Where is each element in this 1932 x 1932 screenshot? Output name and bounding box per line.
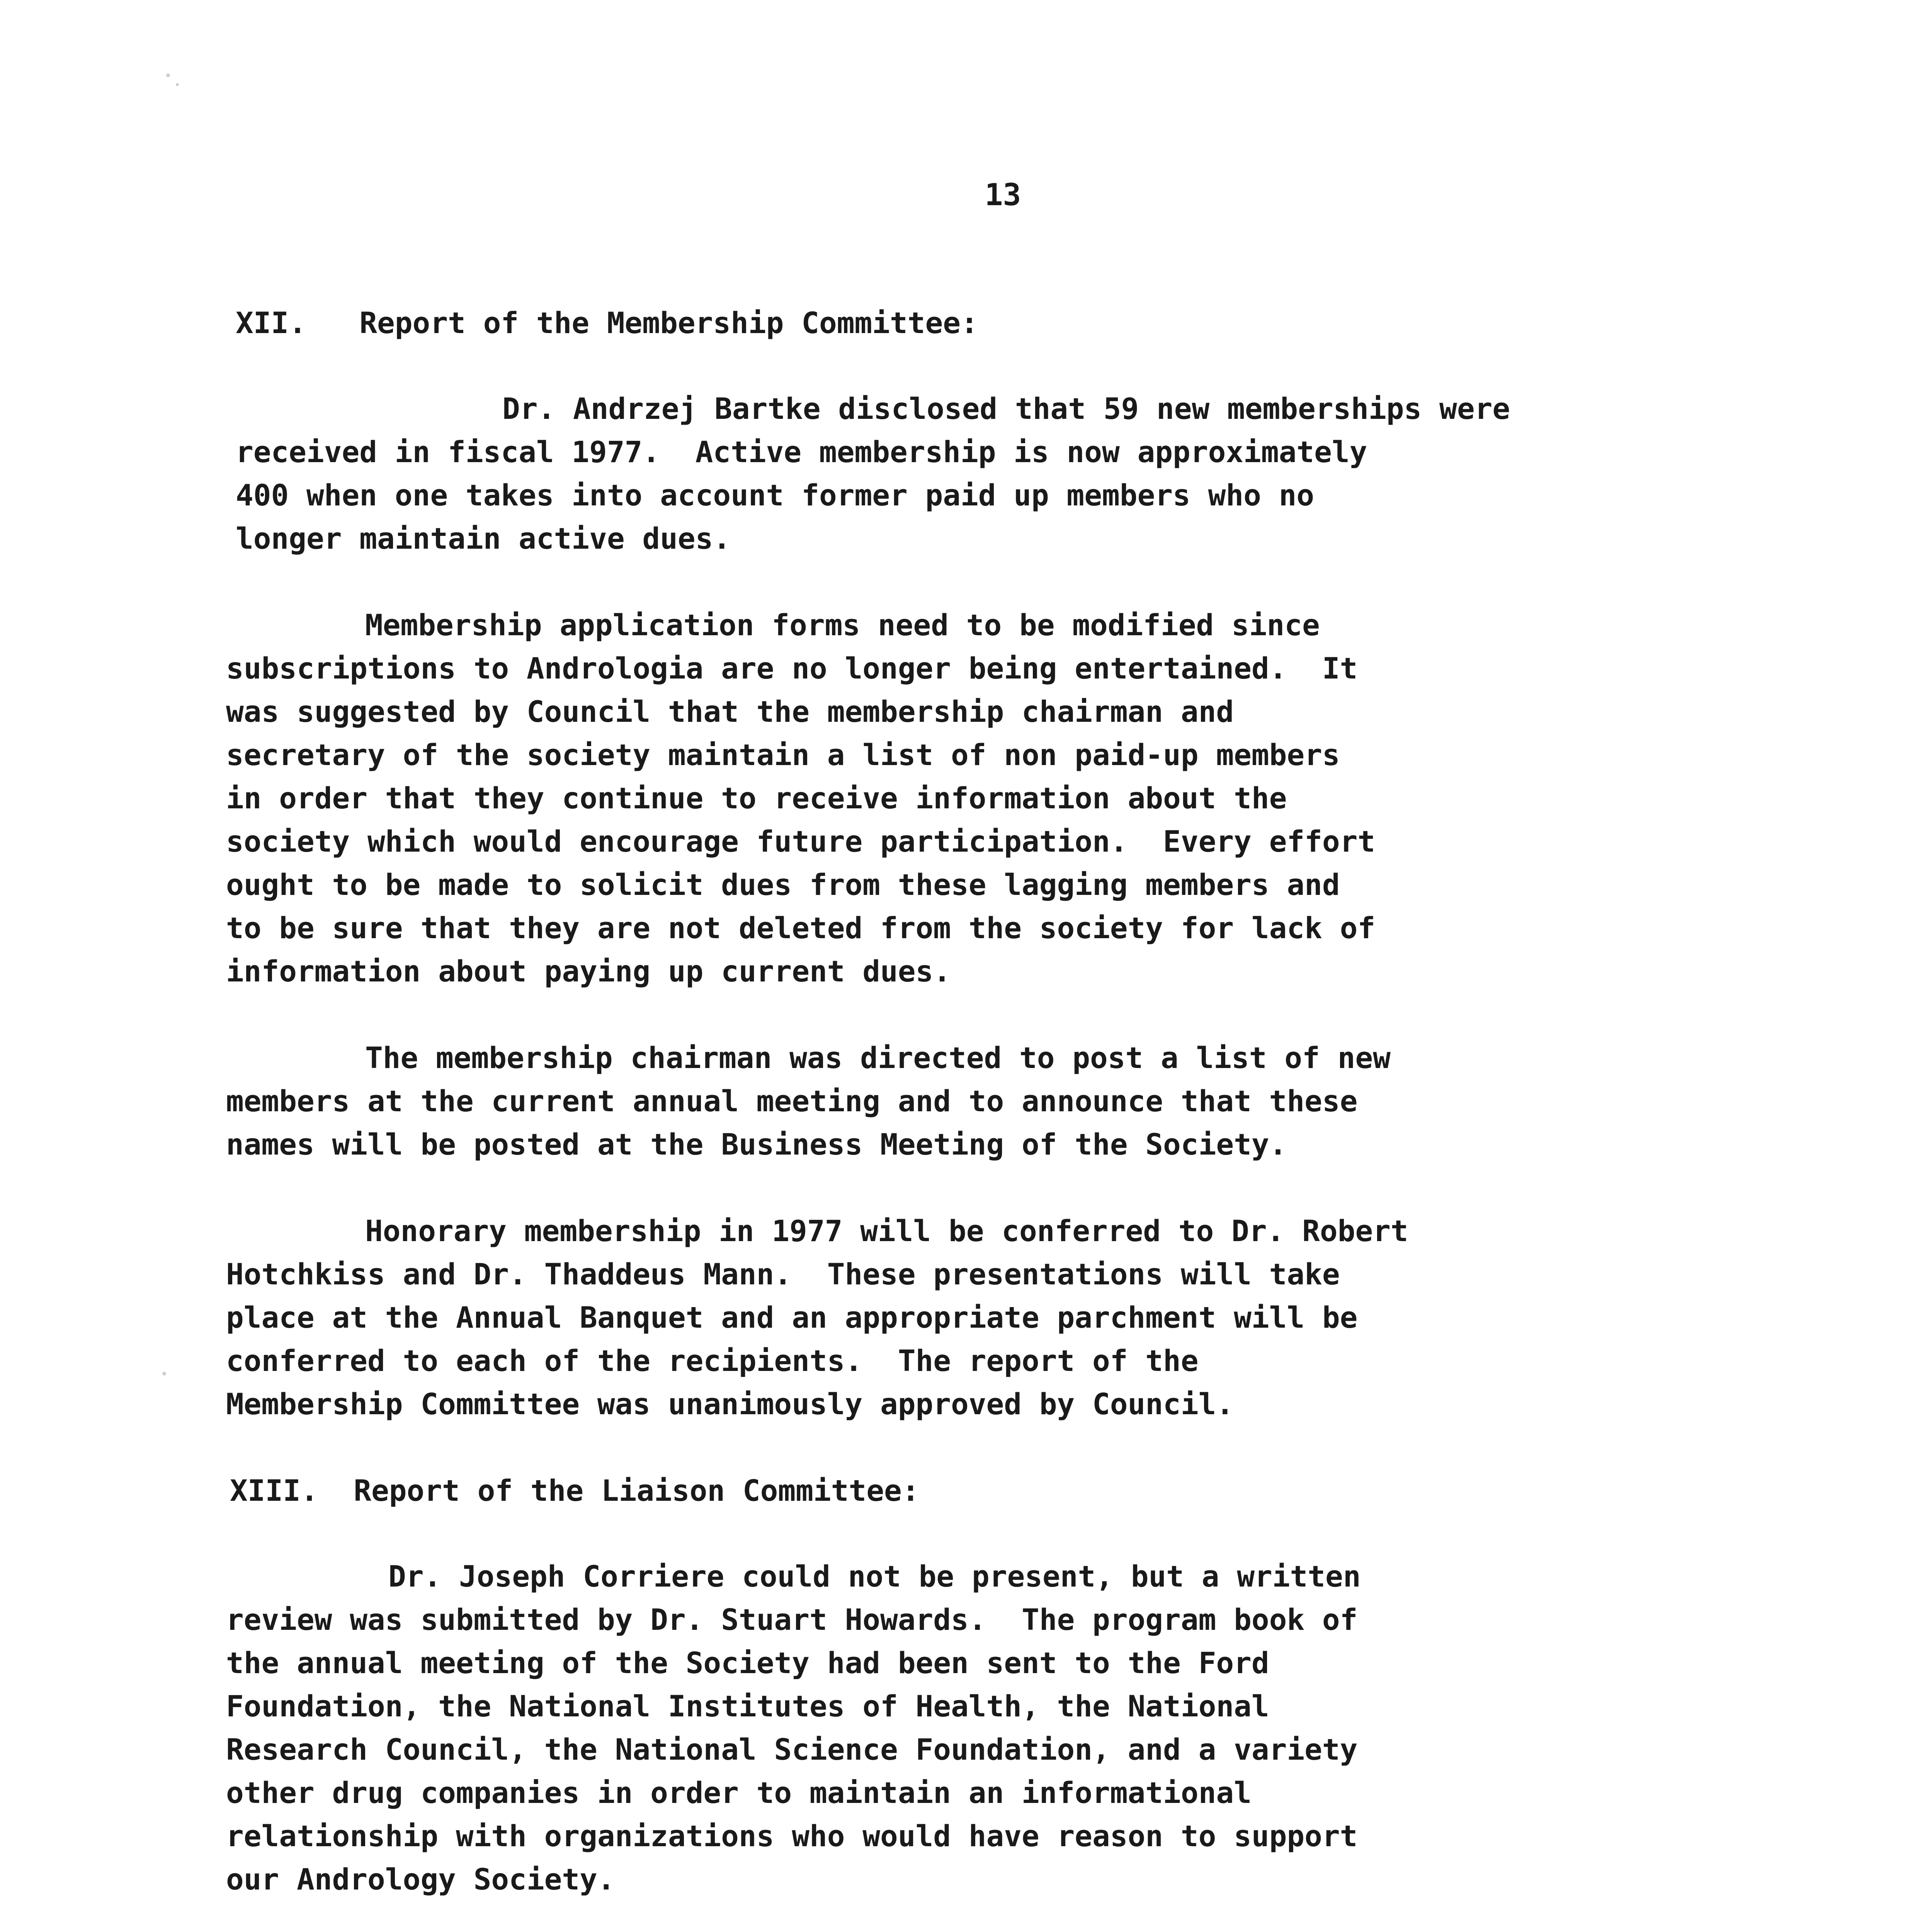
scan-speck xyxy=(162,1372,166,1376)
text-line: members at the current annual meeting and to announce that these xyxy=(226,1084,1358,1118)
text-line: Hotchkiss and Dr. Thaddeus Mann. These presentations will take xyxy=(226,1257,1340,1291)
text-line: subscriptions to Andrologia are no longer being entertained. It xyxy=(226,651,1358,685)
text-line: 400 when one takes into account former paid up members who no xyxy=(236,478,1315,512)
text-line: secretary of the society maintain a list of non paid-up members xyxy=(226,738,1340,772)
text-line: Dr. Joseph Corriere could not be present, but a written xyxy=(388,1559,1361,1594)
text-line: names will be posted at the Business Meeting of the Society. xyxy=(226,1127,1287,1162)
section-heading-liaison: XIII. Report of the Liaison Committee: xyxy=(230,1473,920,1508)
text-line: received in fiscal 1977. Active membership is now approximately xyxy=(236,435,1367,469)
text-line: the annual meeting of the Society had been sent to the Ford xyxy=(226,1646,1269,1680)
text-line: conferred to each of the recipients. The report of the xyxy=(226,1344,1199,1378)
text-line: longer maintain active dues. xyxy=(236,521,731,556)
scan-speck xyxy=(176,83,179,86)
text-line: relationship with organizations who would have reason to support xyxy=(226,1819,1358,1853)
text-line: in order that they continue to receive information about the xyxy=(226,781,1287,815)
scan-speck xyxy=(166,73,170,77)
text-line: was suggested by Council that the membership chairman and xyxy=(226,694,1234,729)
text-line: Membership application forms need to be modified since xyxy=(365,608,1320,642)
text-line: ought to be made to solicit dues from these lagging members and xyxy=(226,867,1340,902)
section-heading-membership: XII. Report of the Membership Committee: xyxy=(236,306,978,340)
page-number: 13 xyxy=(985,178,1021,213)
text-line: Membership Committee was unanimously approved by Council. xyxy=(226,1387,1234,1421)
text-line: Research Council, the National Science Foundation, and a variety xyxy=(226,1732,1358,1767)
text-line: to be sure that they are not deleted from the society for lack of xyxy=(226,911,1376,945)
paragraph-membership-1 xyxy=(226,387,1779,560)
text-line: place at the Annual Banquet and an appropriate parchment will be xyxy=(226,1300,1358,1335)
text-line: Dr. Andrzej Bartke disclosed that 59 new memberships were xyxy=(502,391,1510,426)
text-line: society which would encourage future participation. Every effort xyxy=(226,824,1376,859)
text-line: Foundation, the National Institutes of Health, the National xyxy=(226,1689,1269,1723)
paragraph-membership-3 xyxy=(226,1036,1779,1166)
paragraph-membership-2 xyxy=(226,604,1779,993)
text-line: information about paying up current dues. xyxy=(226,954,951,988)
text-line: other drug companies in order to maintain an informational xyxy=(226,1776,1252,1810)
paragraph-membership-4 xyxy=(226,1209,1779,1426)
text-line: The membership chairman was directed to post a list of new xyxy=(365,1041,1391,1075)
text-line: review was submitted by Dr. Stuart Howards. The program book of xyxy=(226,1602,1358,1637)
text-line: Honorary membership in 1977 will be conferred to Dr. Robert xyxy=(365,1214,1408,1248)
paragraph-liaison-1 xyxy=(226,1555,1779,1901)
text-line: our Andrology Society. xyxy=(226,1862,615,1896)
document-body xyxy=(226,301,1779,1932)
